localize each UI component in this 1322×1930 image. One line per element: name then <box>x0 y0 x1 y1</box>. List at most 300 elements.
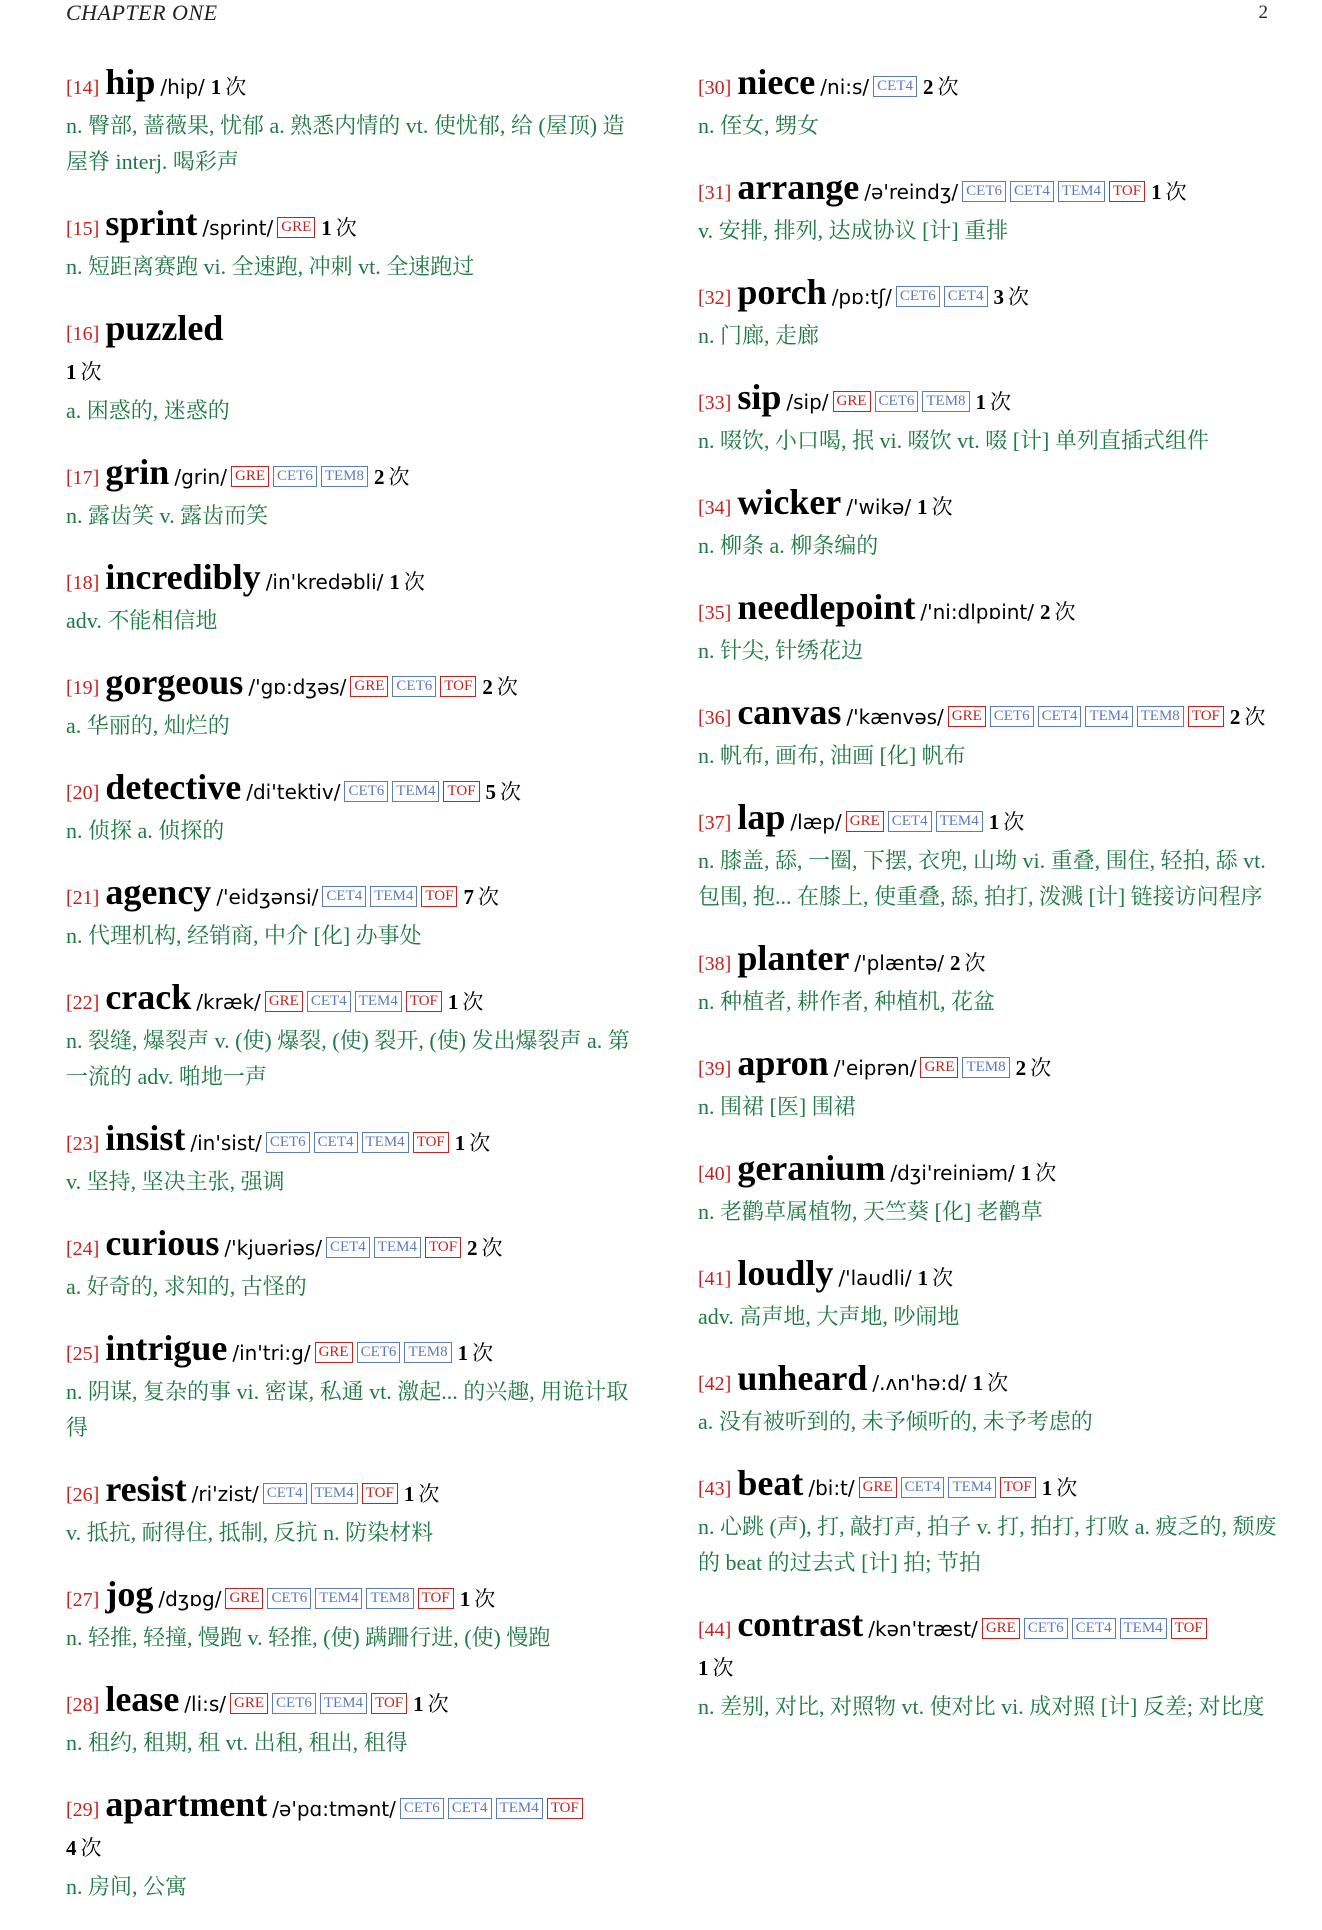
definition: n. 代理机构, 经销商, 中介 [化] 办事处 <box>66 923 422 948</box>
exam-tags <box>346 678 476 698</box>
phonetic: /grin/ <box>174 465 227 489</box>
word-entry <box>66 310 646 429</box>
entry-headline <box>698 799 1278 843</box>
occurrence-count <box>413 1692 449 1716</box>
occurrence-count <box>66 360 102 384</box>
exam-tag-tof: TOF <box>1171 1618 1207 1639</box>
exam-tag-tem4: TEM4 <box>948 1477 995 1498</box>
phonetic: /hip/ <box>160 75 205 99</box>
exam-tag-gre: GRE <box>231 466 269 487</box>
occurrence-count <box>448 990 484 1014</box>
entry-headline <box>698 694 1278 738</box>
entry-headline <box>66 1471 646 1515</box>
phonetic: /'plæntə/ <box>854 951 945 975</box>
count-unit: 次 <box>1165 180 1187 204</box>
definition: n. 侄女, 甥女 <box>698 113 820 138</box>
phonetic: /'eiprən/ <box>833 1056 917 1080</box>
count-unit: 次 <box>1056 1476 1078 1500</box>
entry-headline <box>66 874 646 918</box>
entry-index: [19] <box>66 677 100 699</box>
headword: insist <box>105 1118 186 1158</box>
exam-tags <box>958 183 1145 203</box>
occurrence-count <box>918 1266 954 1290</box>
phonetic: /'ni:dlpɒint/ <box>920 600 1035 624</box>
exam-tags <box>322 1239 461 1259</box>
exam-tag-tem4: TEM4 <box>374 1237 421 1258</box>
phonetic: /'kænvəs/ <box>846 705 944 729</box>
exam-tag-gre: GRE <box>315 1342 353 1363</box>
exam-tag-cet6: CET6 <box>896 286 940 307</box>
entry-index: [40] <box>698 1163 732 1185</box>
headword: planter <box>737 938 850 978</box>
phonetic: /dʒi'reiniəm/ <box>890 1161 1015 1185</box>
phonetic: /.ʌn'hə:d/ <box>872 1371 967 1395</box>
entry-headline <box>66 769 646 813</box>
entry-headline <box>66 310 646 393</box>
count-unit: 次 <box>469 1131 491 1155</box>
headword: contrast <box>737 1604 864 1644</box>
headword: detective <box>105 767 242 807</box>
count-unit: 次 <box>403 570 425 594</box>
headword: canvas <box>737 692 842 732</box>
count-number: 1 <box>1041 1476 1053 1500</box>
exam-tag-cet6: CET6 <box>266 1132 310 1153</box>
count-unit: 次 <box>990 390 1012 414</box>
exam-tag-tem8: TEM8 <box>962 1057 1009 1078</box>
exam-tag-tof: TOF <box>362 1483 398 1504</box>
count-unit: 次 <box>1003 810 1025 834</box>
page-header <box>66 0 1268 30</box>
count-unit: 次 <box>500 780 522 804</box>
exam-tag-tof: TOF <box>413 1132 449 1153</box>
exam-tag-cet4: CET4 <box>322 886 366 907</box>
entry-index: [43] <box>698 1478 732 1500</box>
entry-index: [37] <box>698 812 732 834</box>
count-unit: 次 <box>1008 285 1030 309</box>
headword: agency <box>105 872 212 912</box>
entry-index: [41] <box>698 1268 732 1290</box>
phonetic: /ə'pɑ:tmənt/ <box>272 1797 396 1821</box>
entry-headline <box>66 1681 646 1725</box>
exam-tags <box>978 1620 1207 1640</box>
occurrence-count <box>467 1236 503 1260</box>
count-number: 1 <box>457 1341 469 1365</box>
word-entry <box>698 1045 1278 1125</box>
definition: n. 种植者, 耕作者, 种植机, 花盆 <box>698 989 996 1014</box>
occurrence-count <box>486 780 522 804</box>
definition: v. 坚持, 坚决主张, 强调 <box>66 1169 285 1194</box>
count-number: 1 <box>917 1266 929 1290</box>
count-number: 2 <box>1015 1056 1027 1080</box>
word-entry <box>66 205 646 285</box>
exam-tags <box>259 1485 398 1505</box>
exam-tag-cet4: CET4 <box>873 76 917 97</box>
entry-index: [28] <box>66 1694 100 1716</box>
exam-tag-tem8: TEM8 <box>366 1588 413 1609</box>
entry-headline <box>698 169 1278 213</box>
count-unit: 次 <box>225 75 247 99</box>
occurrence-count <box>1021 1161 1057 1185</box>
word-entry <box>66 979 646 1095</box>
definition: n. 帆布, 画布, 油画 [化] 帆布 <box>698 743 966 768</box>
count-unit: 次 <box>481 1236 503 1260</box>
entry-headline <box>66 559 646 603</box>
phonetic: /'wikə/ <box>846 495 912 519</box>
definition: adv. 高声地, 大声地, 吵闹地 <box>698 1304 960 1329</box>
entry-index: [33] <box>698 392 732 414</box>
count-unit: 次 <box>964 951 986 975</box>
count-number: 1 <box>1020 1161 1032 1185</box>
exam-tag-gre: GRE <box>859 1477 897 1498</box>
word-entry <box>66 874 646 954</box>
count-number: 1 <box>403 1482 415 1506</box>
entry-headline <box>698 1045 1278 1089</box>
definition: n. 差别, 对比, 对照物 vt. 使对比 vi. 成对照 [计] 反差; 对比度 <box>698 1694 1265 1719</box>
word-entry <box>698 484 1278 564</box>
count-number: 2 <box>923 75 934 99</box>
exam-tag-gre: GRE <box>833 391 871 412</box>
headword: jog <box>105 1574 154 1614</box>
count-number: 2 <box>1229 705 1241 729</box>
exam-tag-cet6: CET6 <box>272 1693 316 1714</box>
entry-index: [15] <box>66 218 100 240</box>
entry-headline <box>66 664 646 708</box>
exam-tag-cet4: CET4 <box>263 1483 307 1504</box>
headword: grin <box>105 452 170 492</box>
count-number: 2 <box>467 1236 478 1260</box>
word-entry <box>66 1471 646 1551</box>
exam-tag-tem4: TEM4 <box>1120 1618 1167 1639</box>
entry-index: [36] <box>698 707 732 729</box>
occurrence-count <box>460 1587 496 1611</box>
exam-tag-cet4: CET4 <box>901 1477 945 1498</box>
exam-tag-cet6: CET6 <box>344 781 388 802</box>
count-unit: 次 <box>388 465 410 489</box>
definition: n. 露齿笑 v. 露齿而笑 <box>66 503 269 528</box>
phonetic: /in'sist/ <box>190 1131 262 1155</box>
exam-tag-tof: TOF <box>425 1237 461 1258</box>
word-entry <box>698 379 1278 459</box>
occurrence-count <box>211 75 247 99</box>
definition: n. 膝盖, 舔, 一圈, 下摆, 衣兜, 山坳 vi. 重叠, 围住, 轻拍, 舔 vt. 包围, 抱... 在膝上, 使重叠, 舔, 拍打, 泼溅 [计] 链接访问程序 <box>698 848 1266 909</box>
entry-index: [26] <box>66 1484 100 1506</box>
occurrence-count <box>917 495 953 519</box>
count-number: 7 <box>463 885 474 909</box>
entry-headline <box>698 589 1278 633</box>
definition: a. 华丽的, 灿烂的 <box>66 713 230 738</box>
word-entry <box>698 1150 1278 1230</box>
word-entry <box>66 1576 646 1656</box>
chapter-title: CHAPTER ONE <box>66 0 218 25</box>
exam-tags <box>262 1134 449 1154</box>
exam-tag-tof: TOF <box>443 781 479 802</box>
occurrence-count <box>1016 1056 1052 1080</box>
word-entry <box>698 1606 1278 1725</box>
exam-tag-cet6: CET6 <box>962 181 1006 202</box>
occurrence-count <box>989 810 1025 834</box>
exam-tag-tof: TOF <box>547 1798 583 1819</box>
exam-tag-tem8: TEM8 <box>1137 706 1184 727</box>
headword: apartment <box>105 1784 268 1824</box>
definition: n. 啜饮, 小口喝, 抿 vi. 啜饮 vt. 啜 [计] 单列直插式组件 <box>698 428 1209 453</box>
count-unit: 次 <box>418 1482 440 1506</box>
exam-tag-tem4: TEM4 <box>1085 706 1132 727</box>
entry-index: [21] <box>66 887 100 909</box>
exam-tag-tem4: TEM4 <box>370 886 417 907</box>
entry-index: [23] <box>66 1133 100 1155</box>
exam-tags <box>318 888 457 908</box>
count-number: 1 <box>210 75 222 99</box>
phonetic: /in'kredəbli/ <box>265 570 384 594</box>
headword: gorgeous <box>105 662 244 702</box>
exam-tag-tof: TOF <box>1000 1477 1036 1498</box>
exam-tags <box>261 993 442 1013</box>
count-unit: 次 <box>1244 705 1266 729</box>
word-entry <box>698 940 1278 1020</box>
count-unit: 次 <box>477 885 499 909</box>
entry-index: [31] <box>698 182 732 204</box>
count-number: 1 <box>1151 180 1162 204</box>
headword: needlepoint <box>737 587 916 627</box>
occurrence-count <box>463 885 499 909</box>
count-unit: 次 <box>80 1836 102 1860</box>
count-unit: 次 <box>474 1587 496 1611</box>
exam-tags <box>944 708 1224 728</box>
entry-headline <box>66 1120 646 1164</box>
entry-headline <box>698 274 1278 318</box>
entry-headline <box>698 1465 1278 1509</box>
exam-tags <box>855 1479 1036 1499</box>
phonetic: /'laudli/ <box>838 1266 912 1290</box>
count-unit: 次 <box>496 675 518 699</box>
definition: n. 轻推, 轻撞, 慢跑 v. 轻推, (使) 蹒跚行进, (使) 慢跑 <box>66 1625 551 1650</box>
word-entry <box>698 799 1278 915</box>
word-entry <box>698 1255 1278 1335</box>
exam-tag-cet6: CET6 <box>400 1798 444 1819</box>
exam-tags <box>226 1695 407 1715</box>
phonetic: /ri'zist/ <box>191 1482 259 1506</box>
count-number: 2 <box>482 675 493 699</box>
exam-tags <box>842 813 983 833</box>
word-entry <box>66 1120 646 1200</box>
definition: a. 好奇的, 求知的, 古怪的 <box>66 1274 307 1299</box>
headword: incredibly <box>105 557 261 597</box>
phonetic: /kən'træst/ <box>868 1617 978 1641</box>
exam-tag-tem4: TEM4 <box>1058 181 1105 202</box>
entry-index: [34] <box>698 497 732 519</box>
word-entry <box>66 1681 646 1761</box>
count-unit: 次 <box>1030 1056 1052 1080</box>
headword: niece <box>737 62 816 102</box>
exam-tags <box>273 219 315 239</box>
occurrence-count <box>1040 600 1076 624</box>
word-entry <box>66 1786 646 1905</box>
right-column <box>698 64 1278 1750</box>
phonetic: /læp/ <box>790 810 842 834</box>
exam-tag-gre: GRE <box>920 1057 958 1078</box>
headword: geranium <box>737 1148 886 1188</box>
entry-index: [25] <box>66 1343 100 1365</box>
exam-tag-tof: TOF <box>440 676 476 697</box>
definition: n. 侦探 a. 侦探的 <box>66 818 225 843</box>
headword: lease <box>105 1679 180 1719</box>
count-number: 1 <box>447 990 459 1014</box>
headword: intrigue <box>105 1328 228 1368</box>
word-entry <box>66 664 646 744</box>
word-entry <box>66 559 646 639</box>
entry-headline <box>66 1786 646 1869</box>
exam-tag-cet4: CET4 <box>1072 1618 1116 1639</box>
entry-index: [22] <box>66 992 100 1014</box>
word-entry <box>66 1225 646 1305</box>
exam-tag-gre: GRE <box>277 217 315 238</box>
exam-tag-tof: TOF <box>371 1693 407 1714</box>
definition: n. 柳条 a. 柳条编的 <box>698 533 879 558</box>
entry-headline <box>66 1225 646 1269</box>
phonetic: /sprint/ <box>202 216 274 240</box>
exam-tag-gre: GRE <box>982 1618 1020 1639</box>
definition: a. 困惑的, 迷惑的 <box>66 398 230 423</box>
exam-tag-cet6: CET6 <box>357 1342 401 1363</box>
occurrence-count <box>321 216 357 240</box>
count-unit: 次 <box>1054 600 1076 624</box>
entry-headline <box>698 64 1278 108</box>
exam-tag-gre: GRE <box>846 811 884 832</box>
entry-index: [30] <box>698 77 732 99</box>
exam-tags <box>227 468 368 488</box>
definition: n. 老鹳草属植物, 天竺葵 [化] 老鹳草 <box>698 1199 1043 1224</box>
headword: unheard <box>737 1358 868 1398</box>
entry-headline <box>66 979 646 1023</box>
word-entry <box>66 1330 646 1446</box>
exam-tag-cet4: CET4 <box>1038 706 1082 727</box>
exam-tag-cet6: CET6 <box>273 466 317 487</box>
occurrence-count <box>923 75 959 99</box>
exam-tag-gre: GRE <box>265 991 303 1012</box>
word-entry <box>698 1360 1278 1440</box>
count-unit: 次 <box>462 990 484 1014</box>
phonetic: /di'tektiv/ <box>246 780 341 804</box>
count-unit: 次 <box>987 1371 1009 1395</box>
count-unit: 次 <box>932 1266 954 1290</box>
occurrence-count <box>950 951 986 975</box>
count-number: 2 <box>374 465 385 489</box>
exam-tag-cet6: CET6 <box>392 676 436 697</box>
exam-tag-tof: TOF <box>418 1588 454 1609</box>
exam-tag-cet4: CET4 <box>307 991 351 1012</box>
count-number: 2 <box>1040 600 1051 624</box>
entry-index: [17] <box>66 467 100 489</box>
word-entry <box>698 274 1278 354</box>
exam-tag-cet6: CET6 <box>990 706 1034 727</box>
entry-index: [32] <box>698 287 732 309</box>
definition: a. 没有被听到的, 未予倾听的, 未予考虑的 <box>698 1409 1093 1434</box>
entry-index: [27] <box>66 1589 100 1611</box>
headword: arrange <box>737 167 860 207</box>
exam-tags <box>829 393 970 413</box>
entry-headline <box>66 454 646 498</box>
exam-tag-tof: TOF <box>1188 706 1224 727</box>
exam-tag-tof: TOF <box>421 886 457 907</box>
phonetic: /bi:t/ <box>808 1476 855 1500</box>
exam-tag-tem4: TEM4 <box>311 1483 358 1504</box>
exam-tag-cet4: CET4 <box>944 286 988 307</box>
count-number: 1 <box>454 1131 466 1155</box>
headword: curious <box>105 1223 220 1263</box>
exam-tag-tem4: TEM4 <box>355 991 402 1012</box>
headword: sprint <box>105 203 198 243</box>
headword: resist <box>105 1469 187 1509</box>
definition: n. 围裙 [医] 围裙 <box>698 1094 856 1119</box>
word-entry <box>698 694 1278 774</box>
entry-headline <box>698 1150 1278 1194</box>
definition: n. 心跳 (声), 打, 敲打声, 拍子 v. 打, 拍打, 打败 a. 疲乏的, 颓废的 beat 的过去式 [计] 拍; 节拍 <box>698 1514 1277 1575</box>
count-number: 1 <box>459 1587 471 1611</box>
exam-tag-cet4: CET4 <box>448 1798 492 1819</box>
definition: n. 臀部, 蔷薇果, 忧郁 a. 熟悉内情的 vt. 使忧郁, 给 (屋顶) 造屋脊 interj. 喝彩声 <box>66 113 625 174</box>
occurrence-count <box>455 1131 491 1155</box>
exam-tag-cet6: CET6 <box>1024 1618 1068 1639</box>
count-number: 1 <box>66 360 77 384</box>
count-number: 1 <box>972 1371 984 1395</box>
headword: lap <box>737 797 786 837</box>
exam-tags <box>340 783 479 803</box>
exam-tag-tof: TOF <box>1109 181 1145 202</box>
exam-tag-cet4: CET4 <box>314 1132 358 1153</box>
entry-index: [39] <box>698 1058 732 1080</box>
definition: n. 裂缝, 爆裂声 v. (使) 爆裂, (使) 裂开, (使) 发出爆裂声 a. 第一流的 adv. 啪地一声 <box>66 1028 630 1089</box>
exam-tag-tem8: TEM8 <box>321 466 368 487</box>
exam-tag-tem8: TEM8 <box>404 1342 451 1363</box>
occurrence-count <box>994 285 1030 309</box>
exam-tag-tem4: TEM4 <box>392 781 439 802</box>
headword: sip <box>737 377 782 417</box>
phonetic: /li:s/ <box>184 1692 227 1716</box>
count-number: 1 <box>413 1692 424 1716</box>
entry-index: [35] <box>698 602 732 624</box>
entry-index: [24] <box>66 1238 100 1260</box>
exam-tag-tem4: TEM4 <box>320 1693 367 1714</box>
left-column <box>66 64 646 1930</box>
exam-tag-gre: GRE <box>350 676 388 697</box>
exam-tags <box>311 1344 452 1364</box>
headword: puzzled <box>105 308 224 348</box>
phonetic: /pɒ:tʃ/ <box>831 285 892 309</box>
occurrence-count <box>482 675 518 699</box>
exam-tag-tem4: TEM4 <box>496 1798 543 1819</box>
exam-tags <box>869 78 917 98</box>
entry-headline <box>66 205 646 249</box>
entry-headline <box>698 1606 1278 1689</box>
count-number: 2 <box>950 951 961 975</box>
count-unit: 次 <box>335 216 357 240</box>
word-entry <box>66 769 646 849</box>
entry-index: [20] <box>66 782 100 804</box>
entry-index: [42] <box>698 1373 732 1395</box>
entry-index: [16] <box>66 323 100 345</box>
count-number: 1 <box>988 810 1000 834</box>
entry-headline <box>698 379 1278 423</box>
exam-tag-tem8: TEM8 <box>922 391 969 412</box>
count-number: 1 <box>975 390 987 414</box>
entry-index: [44] <box>698 1619 732 1641</box>
headword: wicker <box>737 482 842 522</box>
word-entry <box>698 589 1278 669</box>
occurrence-count <box>973 1371 1009 1395</box>
definition: n. 房间, 公寓 <box>66 1874 188 1899</box>
entry-headline <box>66 1576 646 1620</box>
headword: apron <box>737 1043 829 1083</box>
